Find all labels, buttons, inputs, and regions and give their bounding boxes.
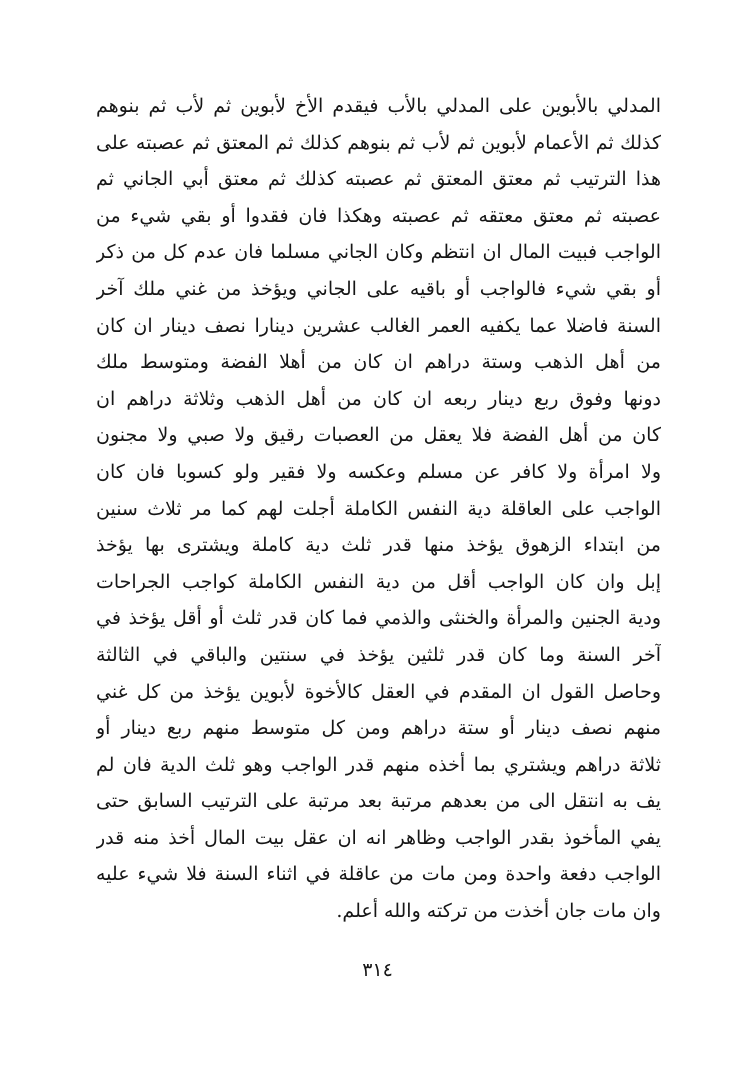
text-line-9: دونها وفوق ربع دينار ربعه ان كان من أهل الذهب وثلاثة دراهم ان <box>96 387 661 410</box>
text-line-15: ودية الجنين والمرأة والخنثى والذمي فما كان قدر ثلث أو أقل يؤخذ في <box>96 607 661 630</box>
text-line-12: الواجب على العاقلة دية النفس الكاملة أجلت لهم كما مر ثلاث سنين <box>96 497 661 520</box>
text-line-3: هذا الترتيب ثم معتق المعتق ثم عصبته كذلك ثم معتق أبي الجاني ثم <box>96 168 661 191</box>
body-text <box>96 88 661 930</box>
text-line-22: الواجب دفعة واحدة ومن مات من عاقلة في اثناء السنة فلا شيء عليه <box>96 863 661 886</box>
text-line-5: الواجب فبيت المال ان انتظم وكان الجاني مسلما فان عدم كل من ذكر <box>96 241 661 264</box>
text-line-10: كان من أهل الفضة فلا يعقل من العصبات رقيق ولا صبي ولا مجنون <box>96 424 661 447</box>
page-number: ٣١٤ <box>362 959 393 981</box>
text-line-19: ثلاثة دراهم ويشتري بما أخذه منهم قدر الواجب وهو ثلث الدية فان لم <box>96 753 661 776</box>
text-line-7: السنة فاضلا عما يكفيه العمر الغالب عشرين دينارا نصف دينار ان كان <box>96 314 661 337</box>
text-line-1: المدلي بالأبوين على المدلي بالأب فيقدم الأخ لأبوين ثم لأب ثم بنوهم <box>96 95 661 117</box>
text-line-17: وحاصل القول ان المقدم في العقل كالأخوة لأبوين يؤخذ من كل غني <box>96 680 661 703</box>
text-line-8: من أهل الذهب وستة دراهم ان كان من أهلا الفضة ومتوسط ملك <box>96 351 661 374</box>
text-line-11: ولا امرأة ولا كافر عن مسلم وعكسه ولا فقير ولو كسوبا فان كان <box>96 460 661 483</box>
text-line-4: عصبته ثم معتق معتقه ثم عصبته وهكذا فان فقدوا أو بقي شيء من <box>96 204 661 227</box>
text-line-16: آخر السنة وما كان قدر ثلثين يؤخذ في سنتين والباقي في الثالثة <box>96 643 661 666</box>
text-line-14: إبل وان كان الواجب أقل من دية النفس الكاملة كواجب الجراحات <box>96 570 661 593</box>
text-line-23: وان مات جان أخذت من تركته والله أعلم. <box>336 900 661 923</box>
text-line-6: أو بقي شيء فالواجب أو باقيه على الجاني ويؤخذ من غني ملك آخر <box>96 277 661 300</box>
text-line-20: يف به انتقل الى من بعدهم مرتبة بعد مرتبة على الترتيب السابق حتى <box>96 790 661 813</box>
text-line-21: يفي المأخوذ بقدر الواجب وظاهر انه ان عقل بيت المال أخذ منه قدر <box>96 826 661 849</box>
text-line-2: كذلك ثم الأعمام لأبوين ثم لأب ثم بنوهم كذلك ثم المعتق ثم عصبته على <box>96 131 661 154</box>
text-line-13: من ابتداء الزهوق يؤخذ منها قدر ثلث دية كاملة ويشترى بها يؤخذ <box>96 534 661 557</box>
text-line-18: منهم نصف دينار أو ستة دراهم ومن كل متوسط منهم ربع دينار أو <box>96 717 661 740</box>
